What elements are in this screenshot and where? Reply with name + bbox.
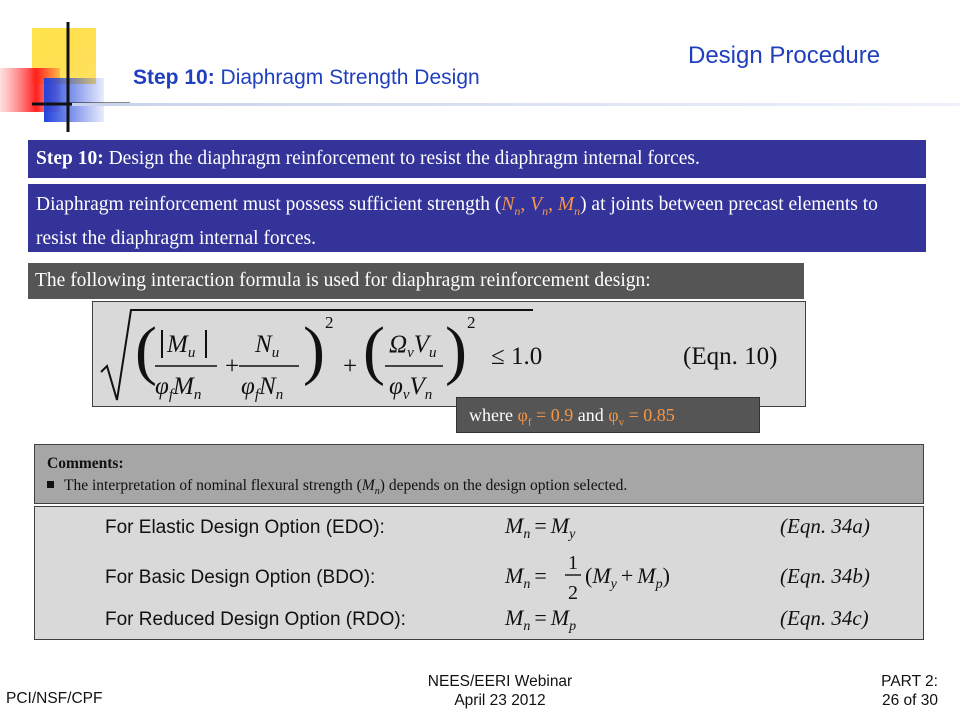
phi-values-box: where $\varphi_f = 0.9$ and $\varphi_v = 0.85$	[456, 397, 760, 433]
slide-title-text: Diaphragm Strength Design	[214, 66, 480, 89]
slide-title-step: Step 10:	[133, 66, 215, 89]
footer-right-line2: 26 of 30	[881, 692, 938, 709]
formula-banner-text: The following interaction formula is used for diaphragm reinforcement design:	[35, 270, 651, 291]
eq-exp-1: 2	[325, 313, 334, 332]
eq-rhs: ≤ 1.0	[491, 343, 543, 370]
option-edo-formula: $M_n = M_y$	[505, 513, 576, 542]
footer-center-line2: April 23 2012	[454, 692, 546, 709]
title-rule	[72, 103, 960, 106]
corner-logo	[0, 0, 130, 135]
eq-exp-2: 2	[467, 313, 476, 332]
step-banner	[28, 140, 926, 178]
option-rdo-label: For Reduced Design Option (RDO):	[105, 609, 406, 630]
eq-paren-open-2: (	[363, 314, 385, 387]
eq-phi-f-mn: $\varphi_fM_n$	[155, 373, 202, 403]
eq-paren-close-2: )	[445, 314, 467, 387]
option-rdo-formula: $M_n = M_p$	[505, 605, 577, 634]
option-bdo-rhs: $(M_y + M_p)$	[585, 563, 670, 592]
eq-paren-close-1: )	[303, 314, 325, 387]
slide-title	[133, 66, 480, 90]
eq-plus-1: +	[225, 353, 240, 380]
design-options-box	[34, 506, 924, 640]
step-banner-text: Design the diaphragm reinforcement to resist the diaphragm internal forces.	[103, 148, 700, 169]
option-edo-label: For Elastic Design Option (EDO):	[105, 517, 385, 538]
eq-phi-f-nn: $\varphi_fN_n$	[241, 373, 284, 403]
option-bdo-lhs: $M_n$ =	[505, 563, 547, 592]
eq-mu: $M_u$	[167, 331, 196, 361]
comments-box	[34, 444, 924, 504]
strength-n: $N_n$	[501, 194, 521, 218]
equation-10-box	[92, 301, 806, 407]
formula-banner	[28, 263, 804, 299]
option-bdo-half-den: 2	[568, 582, 578, 604]
eq-plus-2: +	[343, 353, 358, 380]
strength-m: $M_n$	[557, 194, 581, 218]
step-banner-bold: Step 10:	[36, 148, 104, 169]
option-edo-eqn: (Eqn. 34a)	[780, 514, 870, 538]
footer-center	[380, 672, 620, 710]
footer-right	[836, 672, 938, 710]
design-options	[35, 507, 925, 641]
option-bdo-label: For Basic Design Option (BDO):	[105, 567, 376, 588]
footer-right-line1: PART 2:	[881, 673, 938, 690]
section-title: Design Procedure	[688, 42, 881, 69]
option-bdo-eqn: (Eqn. 34b)	[780, 564, 870, 588]
option-rdo-eqn: (Eqn. 34c)	[780, 606, 869, 630]
footer-left: PCI/NSF/CPF	[6, 690, 103, 707]
strength-text-after: ) at joints between precast elements to resist the diaphragm internal forces.	[36, 194, 878, 249]
comments-title: Comments:	[47, 455, 124, 472]
eq-label: (Eqn. 10)	[683, 343, 778, 370]
eq-nu: $N_u$	[255, 331, 280, 361]
eq-phi-v-vn: $\varphi_vV_n$	[389, 373, 433, 403]
equation-10	[93, 302, 805, 406]
option-bdo-half-num: 1	[568, 552, 578, 574]
corner-logo-graphic	[0, 0, 130, 135]
eq-omega-vu: $\Omega_vV_u$	[389, 331, 437, 361]
strength-text-before: Diaphragm reinforcement must possess sufficient strength (	[36, 194, 502, 215]
footer-center-line1: NEES/EERI Webinar	[427, 673, 573, 690]
strength-banner: Diaphragm reinforcement must possess sufficient strength ($N_n$, $V_n$, $M_n$) at joints between precast elements to resist the diaphragm internal forces.	[28, 184, 926, 252]
bullet-square-icon	[47, 481, 54, 488]
comments-bullet: The interpretation of nominal flexural strength $(M_n)$ depends on the design option selected.	[47, 477, 923, 497]
strength-v: $V_n$	[530, 194, 549, 218]
eq-paren-open-1: (	[135, 314, 157, 387]
